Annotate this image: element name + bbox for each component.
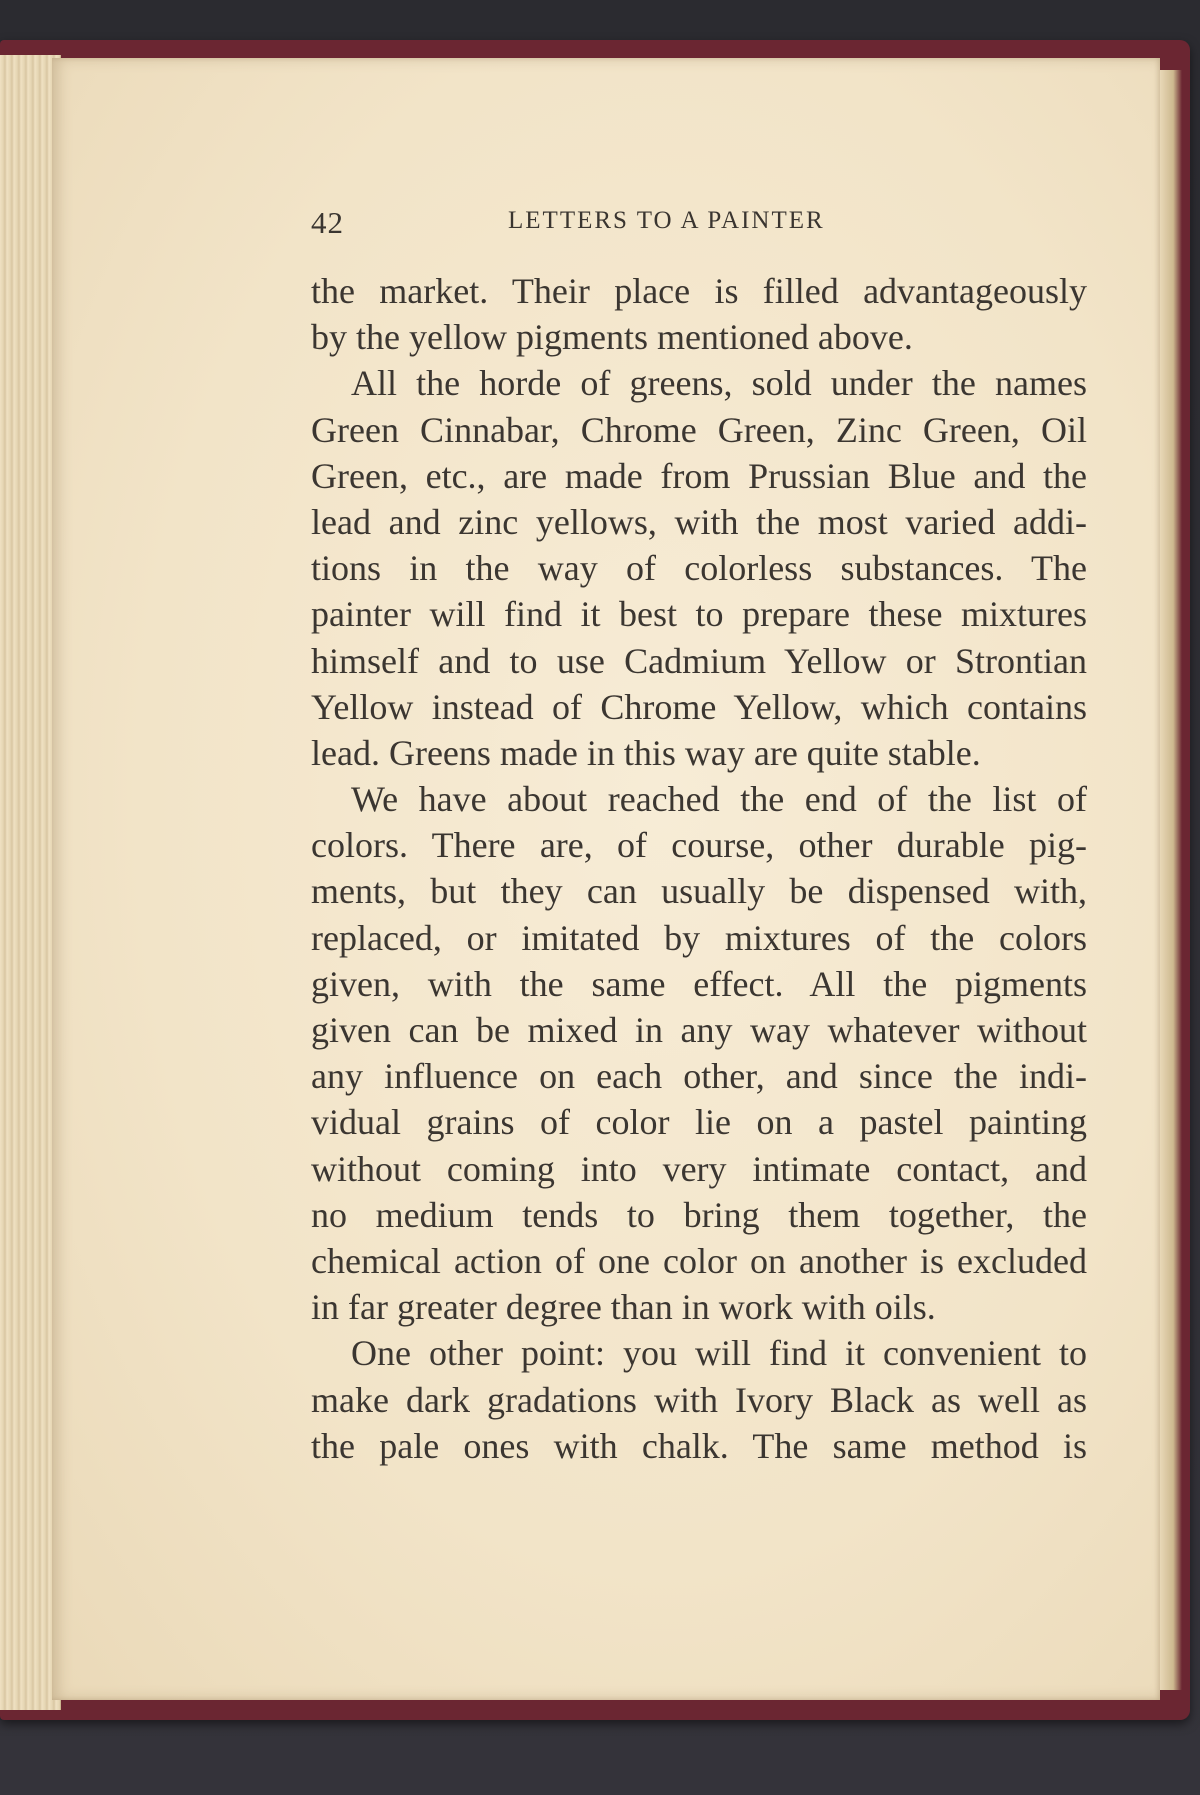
text-line: We have about reached the end of the list of xyxy=(351,779,1087,820)
text-line: any influence on each other, and since the indi- xyxy=(311,1056,1087,1097)
text-line: the pale ones with chalk. The same method is xyxy=(311,1425,1087,1466)
text-line: replaced, or imitated by mixtures of the colors xyxy=(311,917,1087,958)
text-line: ments, but they can usually be dispensed with, xyxy=(311,871,1087,912)
text-line: colors. There are, of course, other durable pig- xyxy=(311,825,1087,866)
running-title: LETTERS TO A PAINTER xyxy=(508,207,825,234)
text-line: lead. Greens made in this way are quite stable. xyxy=(311,732,981,773)
page-number: 42 xyxy=(311,205,344,240)
text-line: by the yellow pigments mentioned above. xyxy=(311,317,913,358)
running-head xyxy=(311,205,891,245)
text-line: no medium tends to bring them together, the xyxy=(311,1194,1087,1235)
text-line: himself and to use Cadmium Yellow or Strontian xyxy=(311,640,1087,681)
text-line: painter will find it best to prepare these mixtures xyxy=(311,594,1087,635)
page-gutter-shadow xyxy=(1160,70,1182,1690)
text-line: make dark gradations with Ivory Black as well as xyxy=(311,1379,1087,1420)
text-line: Yellow instead of Chrome Yellow, which contains xyxy=(311,686,1087,727)
text-line: chemical action of one color on another is excluded xyxy=(311,1240,1087,1281)
text-line: Green, etc., are made from Prussian Blue and the xyxy=(311,455,1087,496)
body-text xyxy=(311,268,1087,1469)
text-line: Green Cinnabar, Chrome Green, Zinc Green, Oil xyxy=(311,409,1087,450)
text-line: tions in the way of colorless substances. The xyxy=(311,548,1087,589)
text-line: given can be mixed in any way whatever without xyxy=(311,1010,1087,1050)
text-line: without coming into very intimate contact, and xyxy=(311,1148,1087,1189)
text-line: All the horde of greens, sold under the names xyxy=(351,363,1087,404)
text-line: vidual grains of color lie on a pastel painting xyxy=(311,1102,1087,1143)
text-line: the market. Their place is filled advantageously xyxy=(311,271,1087,311)
text-line: lead and zinc yellows, with the most varied addi- xyxy=(311,501,1087,542)
text-line: given, with the same effect. All the pigments xyxy=(311,963,1087,1004)
text-line: in far greater degree than in work with oils. xyxy=(311,1287,936,1328)
text-line: One other point: you will find it convenient to xyxy=(351,1333,1087,1374)
